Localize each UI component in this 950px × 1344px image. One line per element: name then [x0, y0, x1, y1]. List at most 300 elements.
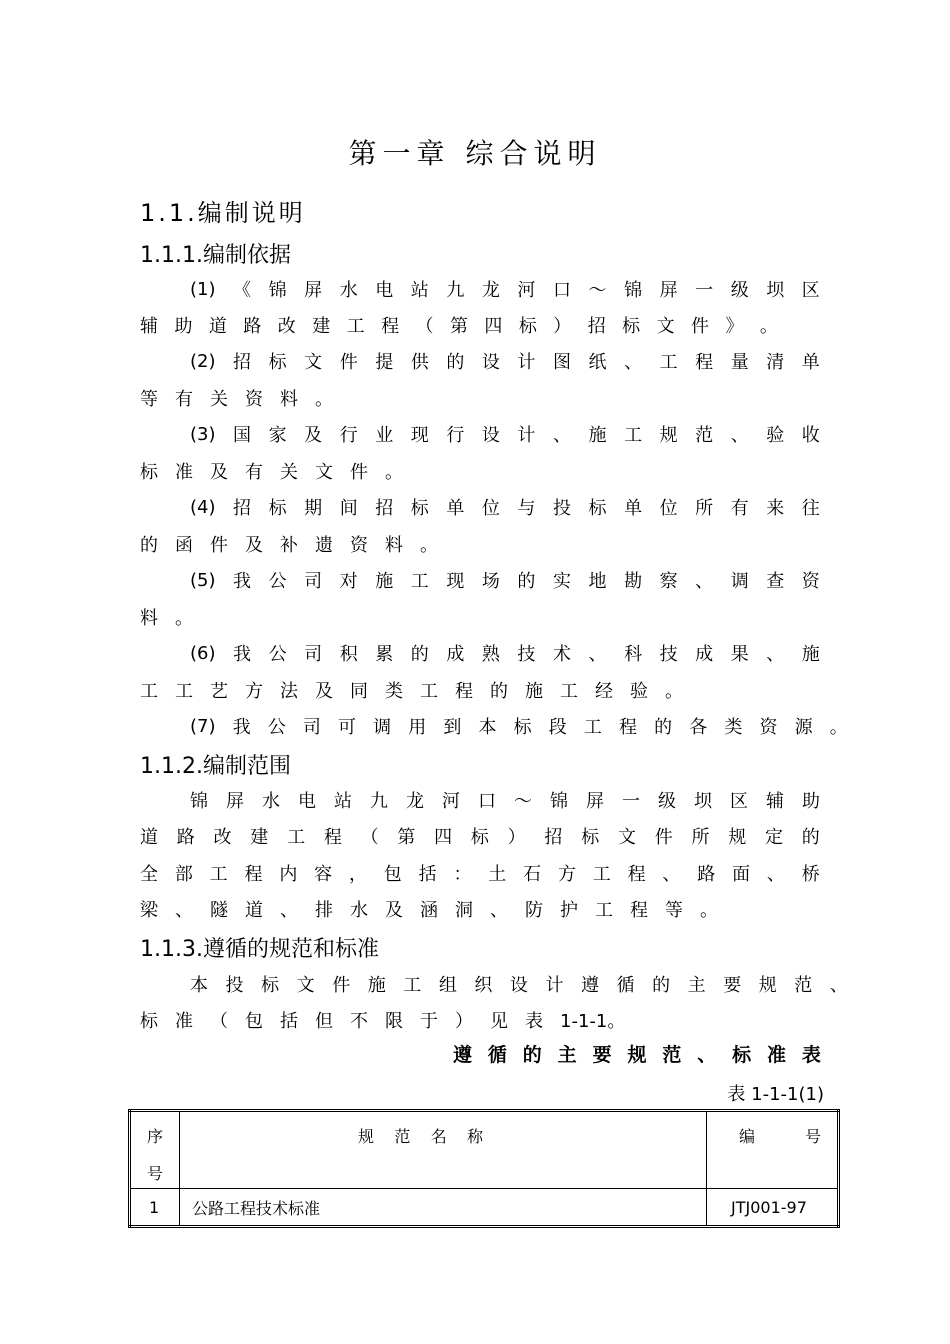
text-char: 见 [490, 1011, 508, 1032]
text-char: 图 [552, 352, 571, 373]
text-char: 调 [373, 717, 392, 738]
text-char: 招 [544, 827, 563, 848]
text-char: 件 [654, 827, 673, 848]
text-line [140, 855, 820, 891]
text-char: 文 [296, 975, 315, 996]
text-char: 所 [691, 827, 710, 848]
text-char: 有 [245, 462, 263, 483]
text-char: 程 [695, 352, 714, 373]
text-char: 范 [695, 425, 714, 446]
header-name [180, 1111, 707, 1189]
text-char: 施 [375, 571, 394, 592]
text-line [140, 599, 210, 635]
text-char: 文 [617, 827, 636, 848]
text-char: 单 [446, 498, 465, 519]
text-char: 于 [420, 1011, 438, 1032]
text-char: 计 [517, 425, 536, 446]
text-char: 可 [338, 717, 356, 738]
text-char: 件 [350, 462, 368, 483]
text-char: 我 [233, 571, 252, 592]
text-line [190, 782, 820, 818]
text-char: (7) [190, 715, 216, 737]
text-char: 工 [595, 900, 613, 921]
text-char: 锦 [190, 791, 208, 812]
text-char: 表 [525, 1011, 543, 1032]
text-char: 资 [801, 571, 820, 592]
section-heading: 1.1.编制说明 [140, 199, 306, 227]
text-char: 规 [728, 827, 747, 848]
text-char: 、 [490, 900, 508, 921]
text-char: 防 [525, 900, 543, 921]
text-char: (5) [190, 569, 216, 591]
text-char: 循 [616, 975, 635, 996]
text-char: 口 [478, 791, 496, 812]
text-char: 司 [304, 571, 323, 592]
text-char: 业 [375, 425, 394, 446]
text-char: 站 [410, 280, 429, 301]
text-char: 成 [446, 644, 465, 665]
text-char: 。 [175, 608, 193, 629]
text-char: 程 [323, 827, 342, 848]
text-char: 现 [446, 571, 465, 592]
text-char: 的 [517, 571, 536, 592]
caption-char: 要 [592, 1044, 612, 1066]
text-char: 等 [140, 389, 158, 410]
text-char: 有 [175, 389, 193, 410]
text-char: 的 [652, 975, 671, 996]
text-char: 实 [552, 571, 571, 592]
text-char: 计 [517, 352, 536, 373]
header-no [130, 1111, 180, 1189]
text-char: 但 [315, 1011, 333, 1032]
text-line [190, 635, 820, 671]
text-char: 位 [481, 498, 500, 519]
text-char: 第 [449, 316, 468, 337]
text-char: 来 [766, 498, 785, 519]
text-char: 勘 [624, 571, 643, 592]
text-char: 科 [624, 644, 643, 665]
text-char: 及 [304, 425, 323, 446]
text-char: 件 [339, 352, 358, 373]
text-char: 工 [410, 571, 429, 592]
text-char: 一 [622, 791, 640, 812]
row-code: JTJ001-97 [707, 1189, 839, 1227]
text-char: 招 [587, 316, 606, 337]
text-char: 各 [689, 717, 708, 738]
text-line [140, 526, 455, 562]
text-char: 单 [801, 352, 820, 373]
header-code-a: 编 [739, 1127, 756, 1146]
text-char: 工 [175, 681, 193, 702]
text-char: 收 [801, 425, 820, 446]
text-char: ～ [514, 791, 532, 812]
text-line [140, 818, 820, 854]
text-char: 级 [658, 791, 676, 812]
text-char: 熟 [481, 644, 500, 665]
text-char: 经 [595, 681, 613, 702]
text-char: 本 [478, 717, 497, 738]
text-char: 清 [766, 352, 785, 373]
text-char: 公 [268, 644, 287, 665]
text-char: ） [553, 316, 572, 337]
text-char: 关 [210, 389, 228, 410]
text-char: 用 [408, 717, 427, 738]
text-char: 设 [481, 352, 500, 373]
text-line [190, 562, 820, 598]
text-char: 1-1-1。 [560, 1011, 626, 1032]
text-char: 。 [385, 462, 403, 483]
subsection-heading-standards: 1.1.3.遵循的规范和标准 [140, 937, 379, 962]
text-char: 工 [560, 681, 578, 702]
text-char: 期 [304, 498, 323, 519]
text-char: 规 [758, 975, 777, 996]
text-char: 级 [730, 280, 749, 301]
text-char: 范 [794, 975, 813, 996]
text-char: 工 [287, 827, 306, 848]
text-char: 有 [730, 498, 749, 519]
text-char: 验 [766, 425, 785, 446]
caption-char: 规 [627, 1044, 647, 1066]
text-char: 准 [175, 462, 193, 483]
text-char: 提 [375, 352, 394, 373]
text-char: 果 [730, 644, 749, 665]
text-char: 供 [410, 352, 429, 373]
text-char: 助 [802, 791, 820, 812]
text-char: 屏 [586, 791, 604, 812]
text-char: 程 [455, 681, 473, 702]
text-char: 料 [385, 535, 403, 556]
text-char: 工 [140, 681, 158, 702]
text-char: 限 [385, 1011, 403, 1032]
text-char: 。 [700, 900, 718, 921]
text-char: 洞 [455, 900, 473, 921]
header-no-top: 序 [146, 1127, 163, 1146]
text-char: 要 [723, 975, 742, 996]
text-char: 所 [695, 498, 714, 519]
text-line [190, 966, 848, 1002]
caption-char: 表 [801, 1044, 821, 1066]
text-char: 计 [545, 975, 564, 996]
text-line [140, 453, 420, 489]
text-char: 工 [583, 717, 602, 738]
table-caption [453, 1040, 821, 1067]
text-line [140, 380, 350, 416]
text-char: 资 [350, 535, 368, 556]
text-char: 地 [588, 571, 607, 592]
text-char: 及 [385, 900, 403, 921]
text-char: 技 [659, 644, 678, 665]
row-name: 公路工程技术标准 [180, 1189, 707, 1227]
text-char: 、 [730, 425, 749, 446]
text-char: 河 [442, 791, 460, 812]
text-char: 辅 [140, 316, 158, 337]
text-char: 包 [245, 1011, 263, 1032]
text-char: 对 [339, 571, 358, 592]
caption-char: 主 [557, 1044, 577, 1066]
standards-table [128, 1109, 840, 1228]
text-char: 本 [190, 975, 208, 996]
text-char: 关 [280, 462, 298, 483]
text-char: 主 [687, 975, 706, 996]
text-char: 源 [794, 717, 813, 738]
text-char: 括 [280, 1011, 298, 1032]
text-line [190, 489, 820, 525]
text-char: 路 [697, 864, 716, 885]
text-char: 资 [245, 389, 263, 410]
text-char: 程 [381, 316, 400, 337]
text-char: 。 [829, 717, 848, 738]
text-char: 道 [208, 316, 227, 337]
text-char: 》 [725, 316, 744, 337]
text-char: (6) [190, 642, 216, 664]
text-char: 、 [588, 644, 607, 665]
text-char: 电 [298, 791, 316, 812]
text-char: 标 [588, 498, 607, 519]
text-char: 九 [370, 791, 388, 812]
caption-char: 、 [697, 1044, 717, 1066]
text-char: 施 [367, 975, 386, 996]
text-char: 设 [481, 425, 500, 446]
text-char: 累 [375, 644, 394, 665]
text-char: 行 [446, 425, 465, 446]
text-char: 积 [339, 644, 358, 665]
text-char: 道 [140, 827, 158, 848]
text-char: 方 [245, 681, 263, 702]
text-char: 建 [312, 316, 331, 337]
text-line [190, 416, 820, 452]
text-char: 调 [730, 571, 749, 592]
text-char: 辅 [766, 791, 784, 812]
text-char: 包 [383, 864, 402, 885]
text-char: 梁 [140, 900, 158, 921]
text-char: 行 [339, 425, 358, 446]
text-char: 件 [332, 975, 351, 996]
text-char: ， [348, 864, 367, 885]
text-char: 龙 [481, 280, 500, 301]
text-char: 程 [630, 900, 648, 921]
text-char: ： [453, 864, 472, 885]
text-char: 招 [233, 498, 252, 519]
text-char: 类 [724, 717, 743, 738]
text-char: 与 [517, 498, 536, 519]
text-char: 站 [334, 791, 352, 812]
text-char: 屏 [304, 280, 323, 301]
text-char: 桥 [801, 864, 820, 885]
text-char: 料 [140, 608, 158, 629]
text-char: 锦 [624, 280, 643, 301]
text-char: 建 [250, 827, 269, 848]
text-char: 的 [654, 717, 673, 738]
text-char: 口 [552, 280, 571, 301]
text-char: 的 [446, 352, 465, 373]
text-char: 组 [438, 975, 457, 996]
table-row [130, 1189, 839, 1227]
text-char: 、 [280, 900, 298, 921]
text-char: 。 [315, 389, 333, 410]
text-char: 及 [245, 535, 263, 556]
text-line [190, 271, 820, 307]
text-char: 内 [279, 864, 298, 885]
text-char: 、 [624, 352, 643, 373]
text-char: 排 [315, 900, 333, 921]
text-char: 锦 [550, 791, 568, 812]
text-char: 位 [659, 498, 678, 519]
text-char: 程 [244, 864, 263, 885]
text-char: 区 [801, 280, 820, 301]
text-char: 司 [304, 644, 323, 665]
text-char: (3) [190, 423, 216, 445]
text-char: 文 [315, 462, 333, 483]
text-char: ～ [588, 280, 607, 301]
text-char: 的 [801, 827, 820, 848]
text-char: 工 [592, 864, 611, 885]
text-char: 遗 [315, 535, 333, 556]
text-char: 土 [488, 864, 507, 885]
text-char: 屏 [226, 791, 244, 812]
text-char: (1) [190, 278, 216, 300]
text-char: 件 [691, 316, 709, 337]
text-char: ） [507, 827, 526, 848]
row-no: 1 [130, 1189, 180, 1227]
caption-char: 准 [767, 1044, 787, 1066]
text-char: 标 [518, 316, 537, 337]
text-char: 、 [766, 864, 785, 885]
text-char: 招 [233, 352, 252, 373]
text-char: 区 [730, 791, 748, 812]
chapter-title: 第一章 综合说明 [348, 137, 602, 170]
text-char: (4) [190, 496, 216, 518]
text-char: 的 [490, 681, 508, 702]
text-char: 标 [261, 975, 280, 996]
text-char: 助 [174, 316, 193, 337]
text-char: 石 [523, 864, 542, 885]
text-char: 量 [730, 352, 749, 373]
text-char: 电 [375, 280, 394, 301]
text-char: 成 [695, 644, 714, 665]
text-char: 四 [434, 827, 453, 848]
text-char: 标 [622, 316, 641, 337]
header-code [707, 1111, 839, 1189]
text-char: 我 [232, 717, 251, 738]
text-line [140, 307, 778, 343]
text-char: 不 [350, 1011, 368, 1032]
table-number: 表 1-1-1(1) [727, 1084, 824, 1105]
table-header-row [130, 1111, 839, 1189]
text-char: 往 [801, 498, 820, 519]
caption-char: 循 [487, 1044, 507, 1066]
text-line [190, 343, 820, 379]
text-char: 料 [280, 389, 298, 410]
text-char: 规 [659, 425, 678, 446]
text-char: 施 [801, 644, 820, 665]
text-char: 《 [233, 280, 252, 301]
text-char: 国 [233, 425, 252, 446]
text-line [140, 1002, 642, 1038]
text-char: 河 [517, 280, 536, 301]
text-char: 单 [624, 498, 643, 519]
text-char: 标 [268, 352, 287, 373]
text-char: 方 [557, 864, 576, 885]
text-char: 术 [552, 644, 571, 665]
text-char: 工 [209, 864, 228, 885]
text-char: （ [360, 827, 379, 848]
text-line [140, 672, 700, 708]
text-char: 的 [410, 644, 429, 665]
text-char: 九 [446, 280, 465, 301]
text-char: 公 [267, 717, 286, 738]
text-char: 家 [268, 425, 287, 446]
text-char: 、 [829, 975, 848, 996]
text-char: 隧 [210, 900, 228, 921]
text-char: 准 [175, 1011, 193, 1032]
caption-char: 范 [662, 1044, 682, 1066]
text-char: 水 [339, 280, 358, 301]
text-char: 法 [280, 681, 298, 702]
text-char: 程 [619, 717, 637, 738]
text-char: 路 [176, 827, 195, 848]
text-char: （ [415, 316, 434, 337]
text-char: 察 [659, 571, 678, 592]
text-char: 查 [766, 571, 785, 592]
caption-char: 的 [522, 1044, 542, 1066]
text-char: 艺 [210, 681, 228, 702]
header-no-bottom: 号 [146, 1164, 163, 1183]
text-char: 设 [509, 975, 528, 996]
text-char: 投 [552, 498, 571, 519]
header-code-b: 号 [804, 1127, 821, 1146]
text-char: 工 [346, 316, 365, 337]
text-char: 道 [245, 900, 263, 921]
text-char: 标 [140, 462, 158, 483]
text-char: 。 [420, 535, 438, 556]
text-char: 织 [474, 975, 493, 996]
text-char: 补 [280, 535, 298, 556]
text-char: 文 [304, 352, 323, 373]
text-char: 全 [140, 864, 158, 885]
text-char: 标 [410, 498, 429, 519]
text-char: 屏 [659, 280, 678, 301]
text-char: 遵 [581, 975, 600, 996]
text-char: 同 [350, 681, 368, 702]
text-char: 改 [213, 827, 232, 848]
text-char: 程 [627, 864, 646, 885]
text-char: 护 [560, 900, 578, 921]
text-char: 段 [548, 717, 567, 738]
text-char: 标 [268, 498, 287, 519]
text-char: 技 [517, 644, 536, 665]
text-char: 四 [484, 316, 503, 337]
header-name-label: 规 范 名 称 [358, 1127, 484, 1146]
text-char: 我 [233, 644, 252, 665]
text-char: 标 [581, 827, 600, 848]
text-char: 投 [225, 975, 244, 996]
text-char: 标 [513, 717, 532, 738]
text-char: 文 [656, 316, 675, 337]
caption-char: 标 [732, 1044, 752, 1066]
text-char: 括 [418, 864, 437, 885]
text-char: 水 [262, 791, 280, 812]
text-char: 水 [350, 900, 368, 921]
text-char: 施 [525, 681, 543, 702]
text-char: 等 [665, 900, 683, 921]
text-char: 工 [624, 425, 643, 446]
text-line [190, 708, 848, 744]
text-char: 场 [481, 571, 500, 592]
text-char: 工 [403, 975, 422, 996]
text-char: 标 [470, 827, 489, 848]
text-char: (2) [190, 350, 216, 372]
text-char: 、 [552, 425, 571, 446]
